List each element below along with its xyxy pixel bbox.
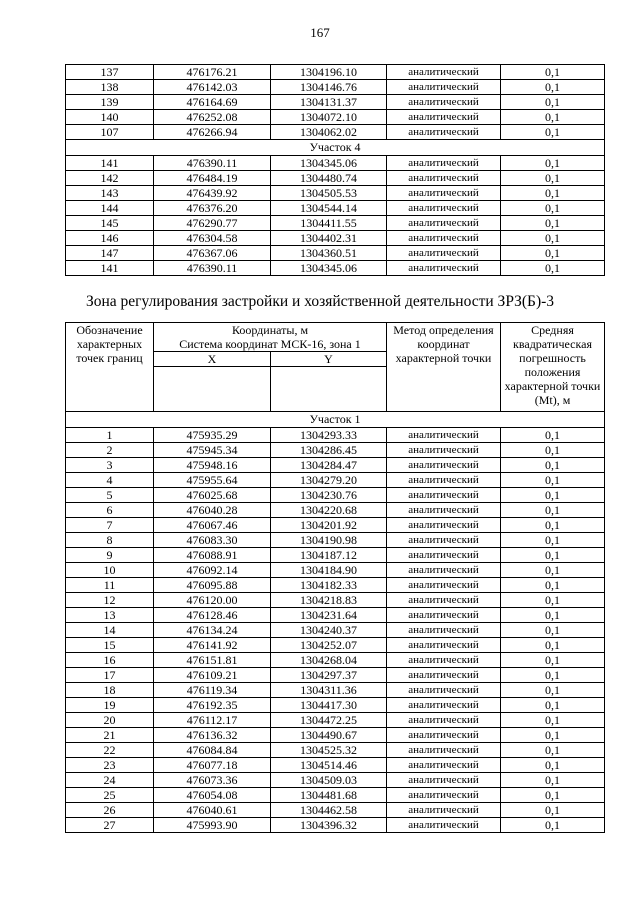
accuracy: 0,1	[501, 563, 605, 578]
method: аналитический	[387, 578, 501, 593]
header-accuracy: Средняя квадратическая погрешность положения характерной точки (Mt), м	[501, 323, 605, 412]
coord-y: 1304481.68	[271, 788, 387, 803]
coord-x: 476290.77	[154, 216, 271, 231]
coord-x: 476367.06	[154, 246, 271, 261]
coord-x: 476176.21	[154, 65, 271, 80]
method: аналитический	[387, 473, 501, 488]
header-coordinate-system: Система координат МСК-16, зона 1	[179, 337, 361, 351]
coordinates-table	[65, 322, 605, 833]
coord-x: 476128.46	[154, 608, 271, 623]
section-row	[66, 412, 605, 428]
method: аналитический	[387, 125, 501, 140]
table-row	[66, 668, 605, 683]
point-number: 20	[66, 713, 154, 728]
coord-y: 1304297.37	[271, 668, 387, 683]
method: аналитический	[387, 65, 501, 80]
coord-x: 476192.35	[154, 698, 271, 713]
method: аналитический	[387, 80, 501, 95]
accuracy: 0,1	[501, 578, 605, 593]
point-number: 143	[66, 186, 154, 201]
point-number: 24	[66, 773, 154, 788]
table-row	[66, 683, 605, 698]
header-point-designation: Обозначение характерных точек границ	[66, 323, 154, 412]
coord-x: 476376.20	[154, 201, 271, 216]
accuracy: 0,1	[501, 95, 605, 110]
table-row	[66, 653, 605, 668]
point-number: 138	[66, 80, 154, 95]
point-number: 19	[66, 698, 154, 713]
point-number: 14	[66, 623, 154, 638]
point-number: 140	[66, 110, 154, 125]
method: аналитический	[387, 261, 501, 276]
coord-x: 476304.58	[154, 231, 271, 246]
accuracy: 0,1	[501, 548, 605, 563]
table-row	[66, 818, 605, 833]
point-number: 146	[66, 231, 154, 246]
method: аналитический	[387, 608, 501, 623]
table-header	[66, 323, 605, 412]
method: аналитический	[387, 743, 501, 758]
method: аналитический	[387, 713, 501, 728]
coord-y: 1304187.12	[271, 548, 387, 563]
method: аналитический	[387, 773, 501, 788]
coord-x: 475945.34	[154, 443, 271, 458]
point-number: 144	[66, 201, 154, 216]
coord-y: 1304396.32	[271, 818, 387, 833]
accuracy: 0,1	[501, 683, 605, 698]
accuracy: 0,1	[501, 728, 605, 743]
accuracy: 0,1	[501, 261, 605, 276]
coord-y: 1304411.55	[271, 216, 387, 231]
accuracy: 0,1	[501, 773, 605, 788]
coord-y: 1304182.33	[271, 578, 387, 593]
coordinates-table-continued	[65, 64, 605, 276]
coord-x: 475955.64	[154, 473, 271, 488]
table-row	[66, 261, 605, 276]
point-number: 137	[66, 65, 154, 80]
coord-y: 1304240.37	[271, 623, 387, 638]
header-coordinates: Координаты, м	[231, 323, 309, 337]
point-number: 139	[66, 95, 154, 110]
method: аналитический	[387, 668, 501, 683]
method: аналитический	[387, 548, 501, 563]
point-number: 6	[66, 503, 154, 518]
table-row	[66, 186, 605, 201]
coord-x: 476484.19	[154, 171, 271, 186]
accuracy: 0,1	[501, 668, 605, 683]
point-number: 5	[66, 488, 154, 503]
point-number: 26	[66, 803, 154, 818]
coord-y: 1304345.06	[271, 261, 387, 276]
coord-y: 1304201.92	[271, 518, 387, 533]
zone-title: Зона регулирования застройки и хозяйственной деятельности ЗРЗ(Б)-3	[85, 293, 555, 310]
coord-x: 476083.30	[154, 533, 271, 548]
table-row	[66, 231, 605, 246]
accuracy: 0,1	[501, 125, 605, 140]
coord-x: 476073.36	[154, 773, 271, 788]
table-row	[66, 443, 605, 458]
accuracy: 0,1	[501, 110, 605, 125]
method: аналитический	[387, 698, 501, 713]
coord-x: 476025.68	[154, 488, 271, 503]
table-row	[66, 95, 605, 110]
method: аналитический	[387, 428, 501, 443]
table-row	[66, 246, 605, 261]
coord-y: 1304131.37	[271, 95, 387, 110]
point-number: 141	[66, 261, 154, 276]
coord-y: 1304268.04	[271, 653, 387, 668]
accuracy: 0,1	[501, 653, 605, 668]
accuracy: 0,1	[501, 428, 605, 443]
point-number: 23	[66, 758, 154, 773]
accuracy: 0,1	[501, 156, 605, 171]
coord-x: 475935.29	[154, 428, 271, 443]
coord-x: 476266.94	[154, 125, 271, 140]
method: аналитический	[387, 95, 501, 110]
table-row	[66, 593, 605, 608]
coord-y: 1304360.51	[271, 246, 387, 261]
table-row	[66, 608, 605, 623]
table-row	[66, 578, 605, 593]
coord-y: 1304196.10	[271, 65, 387, 80]
accuracy: 0,1	[501, 171, 605, 186]
accuracy: 0,1	[501, 698, 605, 713]
table-row	[66, 458, 605, 473]
accuracy: 0,1	[501, 743, 605, 758]
method: аналитический	[387, 201, 501, 216]
accuracy: 0,1	[501, 638, 605, 653]
table-row	[66, 788, 605, 803]
accuracy: 0,1	[501, 818, 605, 833]
coord-x: 475993.90	[154, 818, 271, 833]
coord-y: 1304472.25	[271, 713, 387, 728]
accuracy: 0,1	[501, 593, 605, 608]
method: аналитический	[387, 156, 501, 171]
table-row	[66, 65, 605, 80]
coord-y: 1304311.36	[271, 683, 387, 698]
method: аналитический	[387, 623, 501, 638]
table-row	[66, 533, 605, 548]
method: аналитический	[387, 728, 501, 743]
table-row	[66, 216, 605, 231]
coord-x: 476134.24	[154, 623, 271, 638]
coord-y: 1304231.64	[271, 608, 387, 623]
accuracy: 0,1	[501, 443, 605, 458]
coord-x: 476136.32	[154, 728, 271, 743]
table-row	[66, 713, 605, 728]
coord-y: 1304218.83	[271, 593, 387, 608]
coord-y: 1304284.47	[271, 458, 387, 473]
point-number: 1	[66, 428, 154, 443]
coord-y: 1304220.68	[271, 503, 387, 518]
method: аналитический	[387, 110, 501, 125]
point-number: 7	[66, 518, 154, 533]
point-number: 10	[66, 563, 154, 578]
table-row	[66, 125, 605, 140]
table-row	[66, 548, 605, 563]
coord-x: 476040.61	[154, 803, 271, 818]
point-number: 13	[66, 608, 154, 623]
coord-y: 1304544.14	[271, 201, 387, 216]
coord-x: 476095.88	[154, 578, 271, 593]
page-number: 167	[310, 25, 330, 40]
header-method: Метод определения координат характерной точки	[387, 323, 501, 412]
coord-y: 1304345.06	[271, 156, 387, 171]
method: аналитический	[387, 216, 501, 231]
method: аналитический	[387, 443, 501, 458]
coord-x: 476054.08	[154, 788, 271, 803]
coord-y: 1304505.53	[271, 186, 387, 201]
table-row	[66, 758, 605, 773]
table-row	[66, 156, 605, 171]
coord-y: 1304252.07	[271, 638, 387, 653]
point-number: 11	[66, 578, 154, 593]
coord-y: 1304480.74	[271, 171, 387, 186]
table-row	[66, 80, 605, 95]
coord-y: 1304062.02	[271, 125, 387, 140]
coord-y: 1304230.76	[271, 488, 387, 503]
coord-y: 1304146.76	[271, 80, 387, 95]
point-number: 2	[66, 443, 154, 458]
coord-y: 1304279.20	[271, 473, 387, 488]
coord-x: 476092.14	[154, 563, 271, 578]
table-row	[66, 563, 605, 578]
point-number: 15	[66, 638, 154, 653]
coord-y: 1304190.98	[271, 533, 387, 548]
point-number: 22	[66, 743, 154, 758]
section-row	[66, 140, 605, 156]
table-row	[66, 803, 605, 818]
method: аналитический	[387, 653, 501, 668]
coord-x: 476151.81	[154, 653, 271, 668]
accuracy: 0,1	[501, 186, 605, 201]
table-row	[66, 698, 605, 713]
method: аналитический	[387, 563, 501, 578]
accuracy: 0,1	[501, 231, 605, 246]
coord-y: 1304402.31	[271, 231, 387, 246]
accuracy: 0,1	[501, 623, 605, 638]
method: аналитический	[387, 593, 501, 608]
coord-y: 1304509.03	[271, 773, 387, 788]
coord-x: 476119.34	[154, 683, 271, 698]
accuracy: 0,1	[501, 788, 605, 803]
point-number: 142	[66, 171, 154, 186]
method: аналитический	[387, 458, 501, 473]
coord-x: 476390.11	[154, 261, 271, 276]
point-number: 9	[66, 548, 154, 563]
coord-x: 476141.92	[154, 638, 271, 653]
accuracy: 0,1	[501, 518, 605, 533]
point-number: 145	[66, 216, 154, 231]
coord-y: 1304462.58	[271, 803, 387, 818]
method: аналитический	[387, 803, 501, 818]
coord-x: 476040.28	[154, 503, 271, 518]
accuracy: 0,1	[501, 488, 605, 503]
accuracy: 0,1	[501, 758, 605, 773]
point-number: 12	[66, 593, 154, 608]
table-row	[66, 110, 605, 125]
coord-x: 476252.08	[154, 110, 271, 125]
coord-x: 476084.84	[154, 743, 271, 758]
coord-x: 476142.03	[154, 80, 271, 95]
accuracy: 0,1	[501, 533, 605, 548]
header-x: X	[154, 352, 271, 367]
table-row	[66, 728, 605, 743]
coord-x: 476439.92	[154, 186, 271, 201]
coord-y: 1304490.67	[271, 728, 387, 743]
coord-y: 1304293.33	[271, 428, 387, 443]
method: аналитический	[387, 186, 501, 201]
point-number: 3	[66, 458, 154, 473]
coord-x: 476164.69	[154, 95, 271, 110]
coord-y: 1304417.30	[271, 698, 387, 713]
table-row	[66, 743, 605, 758]
table-row	[66, 773, 605, 788]
table-row	[66, 428, 605, 443]
coord-x: 476390.11	[154, 156, 271, 171]
coord-x: 476112.17	[154, 713, 271, 728]
section-label: Участок 4	[66, 140, 605, 156]
accuracy: 0,1	[501, 713, 605, 728]
coord-x: 476077.18	[154, 758, 271, 773]
coord-y: 1304184.90	[271, 563, 387, 578]
table-row	[66, 473, 605, 488]
table-row	[66, 171, 605, 186]
coord-y: 1304514.46	[271, 758, 387, 773]
coord-x: 476109.21	[154, 668, 271, 683]
accuracy: 0,1	[501, 608, 605, 623]
table-row	[66, 503, 605, 518]
table-row	[66, 623, 605, 638]
point-number: 147	[66, 246, 154, 261]
coord-x: 475948.16	[154, 458, 271, 473]
coord-x: 476088.91	[154, 548, 271, 563]
point-number: 17	[66, 668, 154, 683]
accuracy: 0,1	[501, 803, 605, 818]
method: аналитический	[387, 231, 501, 246]
method: аналитический	[387, 638, 501, 653]
method: аналитический	[387, 488, 501, 503]
point-number: 21	[66, 728, 154, 743]
method: аналитический	[387, 503, 501, 518]
coord-y: 1304072.10	[271, 110, 387, 125]
coord-y: 1304525.32	[271, 743, 387, 758]
accuracy: 0,1	[501, 201, 605, 216]
accuracy: 0,1	[501, 473, 605, 488]
point-number: 18	[66, 683, 154, 698]
table-row	[66, 201, 605, 216]
method: аналитический	[387, 683, 501, 698]
section-label: Участок 1	[66, 412, 605, 428]
table-row	[66, 488, 605, 503]
point-number: 4	[66, 473, 154, 488]
method: аналитический	[387, 788, 501, 803]
table-row	[66, 518, 605, 533]
method: аналитический	[387, 171, 501, 186]
accuracy: 0,1	[501, 246, 605, 261]
accuracy: 0,1	[501, 458, 605, 473]
accuracy: 0,1	[501, 503, 605, 518]
point-number: 16	[66, 653, 154, 668]
accuracy: 0,1	[501, 65, 605, 80]
coord-x: 476067.46	[154, 518, 271, 533]
method: аналитический	[387, 246, 501, 261]
table-row	[66, 638, 605, 653]
point-number: 8	[66, 533, 154, 548]
method: аналитический	[387, 533, 501, 548]
accuracy: 0,1	[501, 80, 605, 95]
point-number: 25	[66, 788, 154, 803]
header-y: Y	[271, 352, 387, 367]
method: аналитический	[387, 758, 501, 773]
coord-y: 1304286.45	[271, 443, 387, 458]
coord-x: 476120.00	[154, 593, 271, 608]
point-number: 107	[66, 125, 154, 140]
method: аналитический	[387, 818, 501, 833]
accuracy: 0,1	[501, 216, 605, 231]
method: аналитический	[387, 518, 501, 533]
point-number: 27	[66, 818, 154, 833]
point-number: 141	[66, 156, 154, 171]
